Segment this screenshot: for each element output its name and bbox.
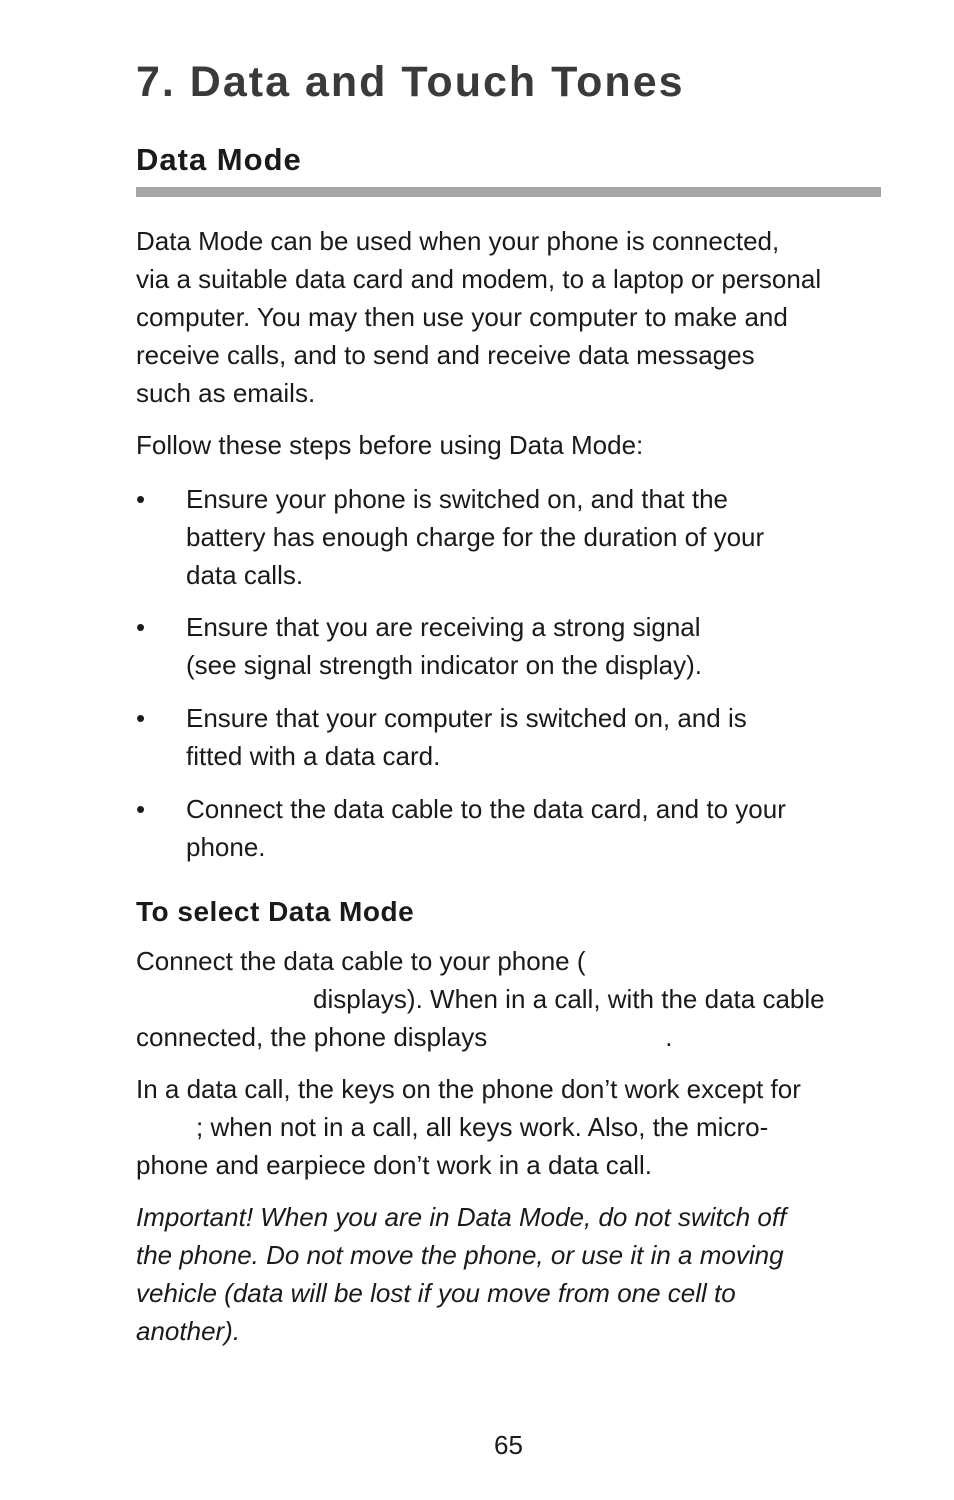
- keys-paragraph: [136, 1070, 881, 1184]
- select-line: Connect the data cable to your phone (: [136, 946, 586, 976]
- list-item-line: phone.: [186, 832, 266, 862]
- list-item-line: data calls.: [186, 560, 304, 590]
- keys-line: phone and earpiece don’t work in a data call.: [136, 1150, 653, 1180]
- select-paragraph: [136, 942, 881, 1056]
- list-item-line: fitted with a data card.: [186, 741, 441, 771]
- intro-line: Data Mode can be used when your phone is connected,: [136, 226, 780, 256]
- section-divider: [136, 187, 881, 197]
- section-title: Data Mode: [136, 142, 302, 177]
- important-line: vehicle (data will be lost if you move from one cell to: [136, 1278, 736, 1308]
- bullet-icon: •: [136, 484, 146, 514]
- select-line-text: connected, the phone displays: [136, 1022, 488, 1052]
- subsection-title: To select Data Mode: [136, 896, 415, 927]
- important-line: Important! When you are in Data Mode, do not switch off: [136, 1202, 787, 1232]
- list-item-text: [186, 608, 881, 684]
- list-item-line: (see signal strength indicator on the display).: [186, 650, 702, 680]
- bullet-icon: •: [136, 612, 146, 642]
- select-line: [136, 1018, 881, 1056]
- list-item-line: Connect the data cable to the data card, and to your: [186, 794, 786, 824]
- important-note: [136, 1198, 881, 1350]
- intro-paragraph: [136, 222, 881, 412]
- keys-line: In a data call, the keys on the phone don’t work except for: [136, 1074, 801, 1104]
- steps-intro: Follow these steps before using Data Mode:: [136, 430, 644, 460]
- page-number: 65: [494, 1430, 523, 1460]
- select-line-period: .: [665, 1022, 673, 1052]
- list-item-line: battery has enough charge for the duration of your: [186, 522, 765, 552]
- list-item-line: Ensure that you are receiving a strong signal: [186, 612, 701, 642]
- intro-line: via a suitable data card and modem, to a laptop or personal: [136, 264, 822, 294]
- important-line: the phone. Do not move the phone, or use it in a moving: [136, 1240, 784, 1270]
- list-item-line: Ensure your phone is switched on, and that the: [186, 484, 729, 514]
- intro-line: receive calls, and to send and receive data messages: [136, 340, 755, 370]
- chapter-title: 7. Data and Touch Tones: [136, 58, 685, 106]
- list-item-text: [186, 790, 881, 866]
- bullet-icon: •: [136, 794, 146, 824]
- keys-line: ; when not in a call, all keys work. Also, the micro-: [196, 1112, 769, 1142]
- intro-line: such as emails.: [136, 378, 316, 408]
- bullet-icon: •: [136, 703, 146, 733]
- list-item-text: [186, 480, 881, 594]
- list-item-text: [186, 699, 881, 775]
- select-line: displays). When in a call, with the data cable: [313, 984, 825, 1014]
- important-line: another).: [136, 1316, 241, 1346]
- list-item-line: Ensure that your computer is switched on, and is: [186, 703, 747, 733]
- intro-line: computer. You may then use your computer to make and: [136, 302, 788, 332]
